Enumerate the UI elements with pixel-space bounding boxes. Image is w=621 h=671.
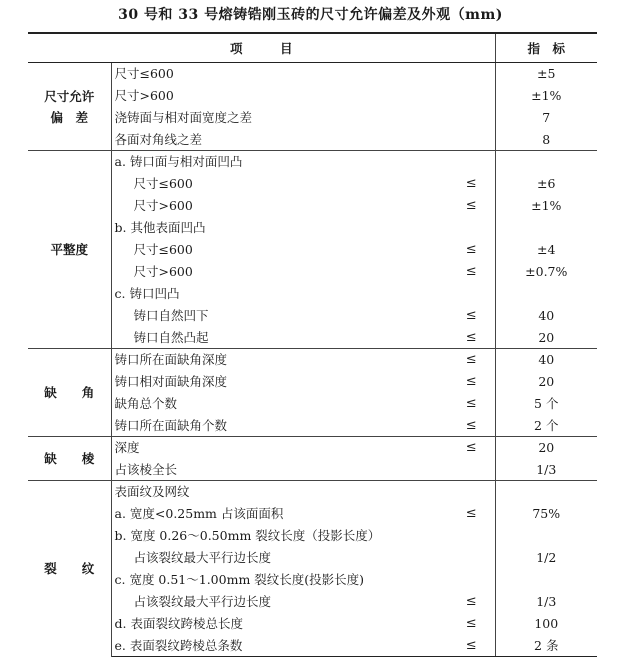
category-cell: 尺寸允许 偏 差 [28,63,111,151]
category-cell: 缺 棱 [28,437,111,481]
header-spec: 指 标 [495,33,597,63]
operator-cell [448,63,495,85]
item-cell: 铸口自然凸起 [133,329,209,345]
value-cell: ±5 [495,63,597,85]
operator-cell: ≤ [465,374,477,389]
category-cell: 裂 纹 [28,481,111,657]
operator-cell: ≤ [465,506,477,521]
table-row [28,591,597,613]
operator-cell: ≤ [465,616,477,631]
value-cell: ±1% [495,195,597,217]
item-cell: 尺寸≤600 [111,63,448,85]
table-body [28,63,597,657]
item-cell: 尺寸≤600 [133,242,193,257]
value-cell: 2 个 [495,415,597,437]
table-row [28,459,597,481]
value-cell: 1/3 [495,591,597,613]
header-item: 项 目 [28,33,495,63]
operator-cell [448,151,495,173]
operator-cell: ≤ [465,417,477,433]
operator-cell [448,481,495,503]
item-cell: 表面纹及网纹 [111,481,448,503]
category-cell: 缺 角 [28,349,111,437]
table-row [28,173,597,195]
item-cell: 深度 [111,437,448,459]
operator-cell: ≤ [448,349,495,371]
value-cell: 2 条 [495,635,597,657]
table-row [28,525,597,547]
value-cell: 8 [495,129,597,151]
operator-cell [448,107,495,129]
table-row [28,261,597,283]
item-cell: 铸口所在面缺角深度 [111,349,448,371]
table-row [28,437,597,459]
value-cell [495,283,597,305]
value-cell: ±0.7% [495,261,597,283]
item-cell: 占该裂纹最大平行边长度 [133,594,272,609]
operator-cell [448,217,495,239]
operator-cell: ≤ [465,396,477,411]
value-cell: ±6 [495,173,597,195]
item-cell: 缺角总个数 [114,396,178,411]
operator-cell [448,85,495,107]
value-cell [495,569,597,591]
value-cell [495,151,597,173]
table-header-row [28,33,597,63]
value-cell: 5 个 [495,393,597,415]
item-cell: b. 宽度 0.26～0.50mm 裂纹长度（投影长度） [114,528,381,543]
table-row [28,635,597,657]
table-row [28,85,597,107]
operator-cell: ≤ [465,264,477,279]
operator-cell: ≤ [448,635,495,657]
item-cell: 尺寸>600 [133,264,193,279]
operator-cell: ≤ [465,176,477,191]
operator-cell [448,283,495,305]
table-row [28,481,597,503]
table-row [28,371,597,393]
item-cell: a. 宽度<0.25mm 占该面面积 [114,506,284,521]
table-row [28,327,597,349]
value-cell: 20 [495,327,597,349]
table-title: 30 号和 33 号熔铸锆刚玉砖的尺寸允许偏差及外观（mm) [118,7,503,23]
item-cell: b. 其他表面凹凸 [114,220,206,235]
table-row [28,63,597,85]
item-cell: 尺寸>600 [133,198,193,213]
item-cell: d. 表面裂纹跨棱总长度 [114,616,243,631]
item-cell: c. 宽度 0.51～1.00mm 裂纹长度(投影长度) [114,572,365,587]
operator-cell [448,459,495,481]
value-cell: 40 [495,349,597,371]
item-cell: 铸口相对面缺角深度 [114,374,228,389]
operator-cell: ≤ [448,437,495,459]
operator-cell: ≤ [465,242,477,257]
table-row [28,349,597,371]
item-cell: e. 表面裂纹跨棱总条数 [111,635,448,657]
item-cell: 尺寸≤600 [133,176,193,191]
table-row [28,503,597,525]
value-cell: ±1% [495,85,597,107]
operator-cell: ≤ [465,329,477,345]
value-cell: 40 [495,305,597,327]
item-cell: a. 铸口面与相对面凹凸 [111,151,448,173]
operator-cell [448,129,495,151]
table-row [28,107,597,129]
item-cell: 铸口自然凹下 [133,308,209,323]
item-cell: c. 铸口凹凸 [114,286,180,301]
value-cell: 1/3 [495,459,597,481]
item-cell: 浇铸面与相对面宽度之差 [114,110,253,125]
table-row [28,283,597,305]
operator-cell [448,569,495,591]
table-row [28,217,597,239]
table-row [28,129,597,151]
operator-cell [448,547,495,569]
value-cell: 100 [495,613,597,635]
item-cell: 各面对角线之差 [114,131,203,147]
value-cell: 1/2 [495,547,597,569]
value-cell [495,217,597,239]
table-row [28,547,597,569]
value-cell: ±4 [495,239,597,261]
item-cell: 占该棱全长 [114,461,178,477]
item-cell: 铸口所在面缺角个数 [114,417,228,433]
table-row [28,195,597,217]
value-cell: 20 [495,437,597,459]
table-row [28,613,597,635]
item-cell: 占该裂纹最大平行边长度 [133,550,272,565]
category-cell: 平整度 [28,151,111,349]
table-row [28,305,597,327]
value-cell [495,481,597,503]
spec-table [28,32,597,657]
value-cell [495,525,597,547]
value-cell: 75% [495,503,597,525]
value-cell: 7 [495,107,597,129]
operator-cell: ≤ [465,198,477,213]
table-row [28,415,597,437]
operator-cell: ≤ [465,594,477,609]
item-cell: 尺寸>600 [114,88,174,103]
table-row [28,393,597,415]
operator-cell [448,525,495,547]
operator-cell: ≤ [465,308,477,323]
value-cell: 20 [495,371,597,393]
table-row [28,151,597,173]
table-row [28,569,597,591]
table-row [28,239,597,261]
